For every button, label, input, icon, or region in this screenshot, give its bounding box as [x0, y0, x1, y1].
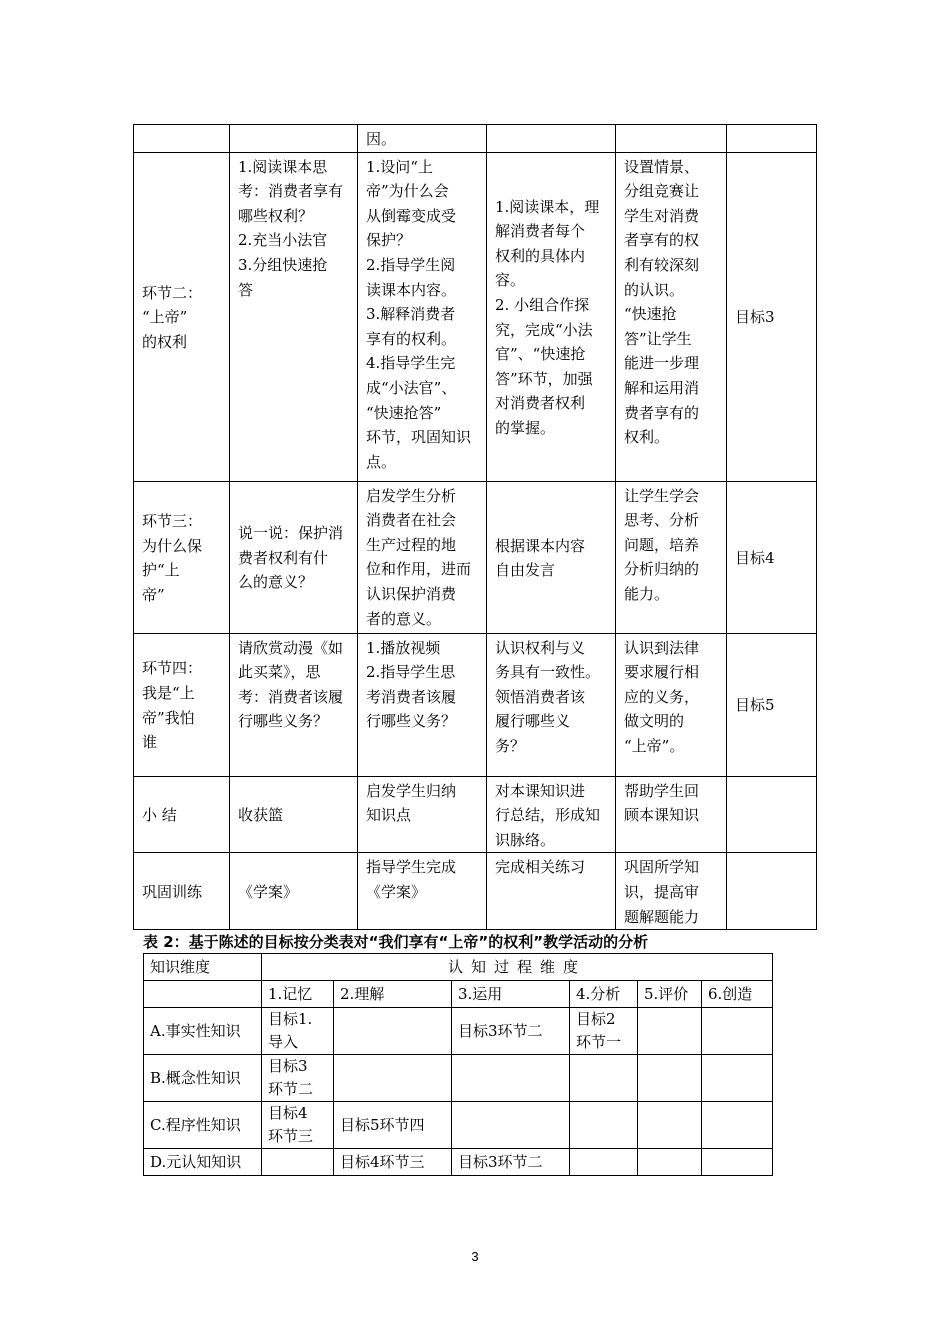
- table-row: [144, 1149, 773, 1176]
- table-cell: 目标3环节二: [452, 1008, 570, 1055]
- row-label: C.程序性知识: [144, 1102, 262, 1149]
- table-header-row: [144, 954, 773, 981]
- table-row: [144, 1102, 773, 1149]
- intent-cell: 巩固所学知 识，提高审 题解题能力: [616, 853, 727, 930]
- table-cell: [638, 1055, 702, 1102]
- level-header: 1.记忆: [262, 981, 334, 1008]
- intent-cell: 帮助学生回 顾本课知识: [616, 776, 727, 853]
- row-label: D.元认知知识: [144, 1149, 262, 1176]
- table-cell: [638, 1102, 702, 1149]
- table-cell: 目标4 环节三: [262, 1102, 334, 1149]
- table-cell: 目标1. 导入: [262, 1008, 334, 1055]
- table-row: [134, 776, 817, 853]
- table-cell: [334, 1008, 452, 1055]
- table-cell: [702, 1008, 773, 1055]
- student-cell: [487, 125, 616, 153]
- level-header: 4.分析: [570, 981, 638, 1008]
- table-cell: 目标3环节二: [452, 1149, 570, 1176]
- student-cell: 根据课本内容 自由发言: [487, 481, 616, 633]
- stage-cell: 巩固训练: [134, 853, 230, 930]
- teacher-cell: 启发学生归纳 知识点: [358, 776, 487, 853]
- table-row: [134, 152, 817, 481]
- table-header-row: [144, 981, 773, 1008]
- intent-cell: [616, 125, 727, 153]
- activity-cell: 收获篮: [230, 776, 358, 853]
- corner-header: 知识维度: [144, 954, 262, 981]
- row-label: A.事实性知识: [144, 1008, 262, 1055]
- intent-cell: 让学生学会 思考、分析 问题，培养 分析归纳的 能力。: [616, 481, 727, 633]
- table-cell: [570, 1102, 638, 1149]
- teacher-cell: 1.设问“上 帝”为什么会 从倒霉变成受 保护？ 2.指导学生阅 读课本内容。 3.解释消费者 享有的权利。 4.指导学生完 成“小法官”、 “快速抢答” 环节，巩固知识 点。: [358, 152, 487, 481]
- page-number: 3: [471, 1249, 479, 1264]
- teacher-cell: 指导学生完成 《学案》: [358, 853, 487, 930]
- table-cell: [570, 1055, 638, 1102]
- row-label: B.概念性知识: [144, 1055, 262, 1102]
- taxonomy-table: [143, 953, 773, 1176]
- table-cell: [638, 1149, 702, 1176]
- table-cell: [702, 1055, 773, 1102]
- goal-cell: [727, 853, 817, 930]
- table-cell: [570, 1149, 638, 1176]
- stage-cell: 小 结: [134, 776, 230, 853]
- teacher-cell: 启发学生分析 消费者在社会 生产过程的地 位和作用，进而 认识保护消费 者的意义。: [358, 481, 487, 633]
- lesson-plan-table: [133, 124, 817, 930]
- table-cell: 目标2 环节一: [570, 1008, 638, 1055]
- empty-cell: [144, 981, 262, 1008]
- goal-cell: 目标4: [727, 481, 817, 633]
- activity-cell: 1.阅读课本思 考：消费者享有 哪些权利？ 2.充当小法官 3.分组快速抢 答: [230, 152, 358, 481]
- student-cell: 对本课知识进 行总结，形成知 识脉络。: [487, 776, 616, 853]
- goal-cell: 目标5: [727, 633, 817, 776]
- goal-cell: 目标3: [727, 152, 817, 481]
- activity-cell: 《学案》: [230, 853, 358, 930]
- stage-cell: [134, 125, 230, 153]
- activity-cell: [230, 125, 358, 153]
- table-cell: [702, 1102, 773, 1149]
- table-cell: 目标5环节四: [334, 1102, 452, 1149]
- table-caption: 表 2：基于陈述的目标按分类表对“我们享有“上帝”的权利”教学活动的分析: [143, 933, 649, 951]
- level-header: 6.创造: [702, 981, 773, 1008]
- intent-cell: 设置情景、 分组竞赛让 学生对消费 者享有的权 利有较深刻 的认识。 “快速抢 答”让学生 能进一步理 解和运用消 费者享有的 权利。: [616, 152, 727, 481]
- table-cell: [452, 1055, 570, 1102]
- student-cell: 1.阅读课本，理 解消费者每个 权利的具体内 容。 2. 小组合作探 究，完成“小法 官”、“快速抢 答”环节，加强 对消费者权利 的掌握。: [487, 152, 616, 481]
- activity-cell: 请欣赏动漫《如 此买菜》，思 考：消费者该履 行哪些义务？: [230, 633, 358, 776]
- table-cell: 目标4环节三: [334, 1149, 452, 1176]
- level-header: 5.评价: [638, 981, 702, 1008]
- student-cell: 认识权利与义 务具有一致性。 领悟消费者该 履行哪些义 务？: [487, 633, 616, 776]
- level-header: 2.理解: [334, 981, 452, 1008]
- table-cell: [638, 1008, 702, 1055]
- teacher-cell: 因。: [358, 125, 487, 153]
- table-row: [134, 633, 817, 776]
- table-row: [134, 853, 817, 930]
- student-cell: 完成相关练习: [487, 853, 616, 930]
- stage-cell: 环节三： 为什么保 护“上 帝”: [134, 481, 230, 633]
- table-cell: [262, 1149, 334, 1176]
- activity-cell: 说一说：保护消 费者权利有什 么的意义？: [230, 481, 358, 633]
- intent-cell: 认识到法律 要求履行相 应的义务， 做文明的 “上帝”。: [616, 633, 727, 776]
- stage-cell: 环节四： 我是“上 帝”我怕 谁: [134, 633, 230, 776]
- table-row: [134, 481, 817, 633]
- teacher-cell: 1.播放视频 2.指导学生思 考消费者该履 行哪些义务？: [358, 633, 487, 776]
- goal-cell: [727, 125, 817, 153]
- table-row: [134, 125, 817, 153]
- stage-cell: 环节二： “上帝” 的权利: [134, 152, 230, 481]
- level-header: 3.运用: [452, 981, 570, 1008]
- table-cell: 目标3 环节二: [262, 1055, 334, 1102]
- table-cell: [702, 1149, 773, 1176]
- table-cell: [334, 1055, 452, 1102]
- table-row: [144, 1055, 773, 1102]
- goal-cell: [727, 776, 817, 853]
- table-cell: [452, 1102, 570, 1149]
- cognitive-dimension-header: 认知过程维度: [262, 954, 773, 981]
- table-row: [144, 1008, 773, 1055]
